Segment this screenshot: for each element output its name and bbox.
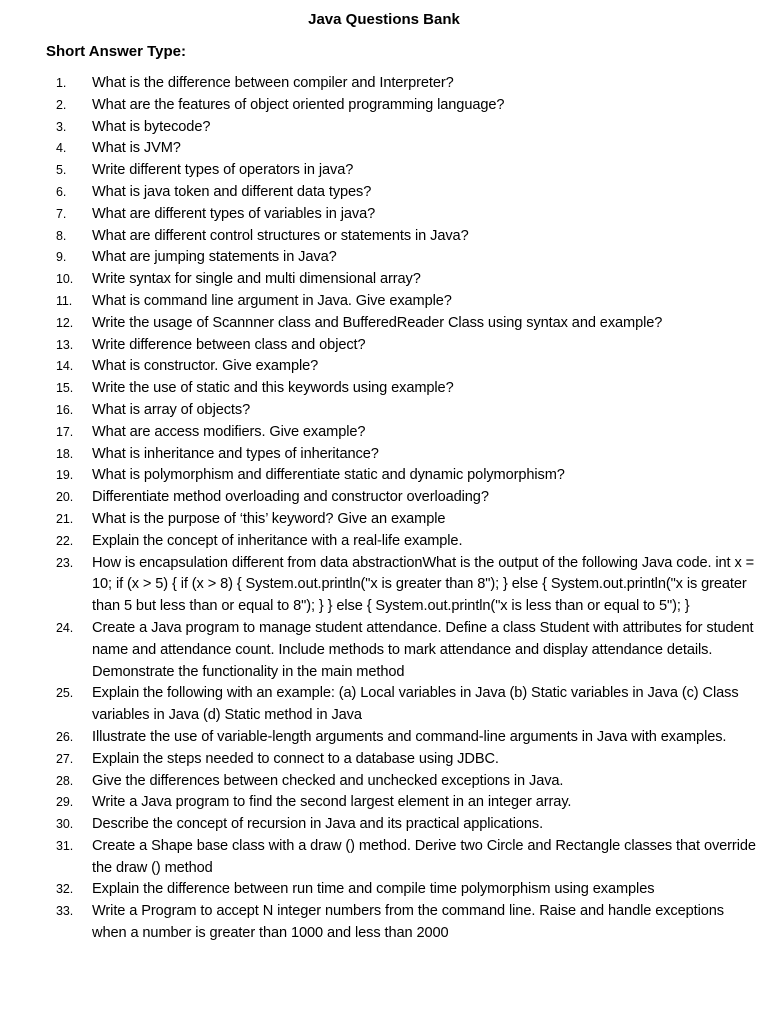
question-text: Write the use of static and this keywords using example?	[92, 380, 454, 397]
question-number: 29.	[56, 795, 74, 810]
question-text: Write syntax for single and multi dimensional array?	[92, 271, 421, 288]
question-number: 6.	[56, 184, 67, 199]
question-text: What is polymorphism and differentiate static and dynamic polymorphism?	[92, 467, 565, 484]
question-item	[0, 531, 768, 553]
question-number: 5.	[56, 163, 67, 178]
question-number: 14.	[56, 359, 74, 374]
question-number: 16.	[56, 402, 74, 417]
question-item	[0, 879, 768, 901]
question-number: 23.	[56, 555, 74, 570]
question-number: 25.	[56, 686, 74, 701]
question-item	[0, 400, 768, 422]
question-item	[0, 683, 768, 727]
question-number: 17.	[56, 424, 74, 439]
question-item	[0, 553, 768, 618]
question-number: 1.	[56, 76, 67, 90]
question-text: Write a Java program to find the second largest element in an integer array.	[92, 794, 572, 811]
question-number: 30.	[56, 817, 74, 832]
section-heading: Short Answer Type:	[46, 43, 187, 60]
question-text: Write different types of operators in java?	[92, 162, 354, 179]
question-item	[0, 444, 768, 466]
question-text: How is encapsulation different from data abstractionWhat is the output of the following Java code. int x = 10; if (x > 5) { if (x > 8) { System.out.println("x is greater than 8"); } else { System.out.println("x is greater than 5 but less than or equal to 8"); } } else { System.out.println("x is less than or equal to 5"); }	[92, 554, 755, 615]
question-item	[0, 204, 768, 226]
question-text: What are the features of object oriented programming language?	[92, 96, 505, 113]
question-text: What is constructor. Give example?	[92, 358, 319, 375]
question-item	[0, 356, 768, 378]
question-item	[0, 313, 768, 335]
question-text: Explain the difference between run time and compile time polymorphism using examples	[92, 881, 655, 898]
question-text: Write the usage of Scannner class and BufferedReader Class using syntax and example?	[92, 314, 663, 331]
question-text: What is bytecode?	[92, 118, 211, 135]
question-item	[0, 117, 768, 139]
question-number: 22.	[56, 533, 74, 548]
question-list	[0, 73, 768, 945]
question-item	[0, 378, 768, 400]
question-number: 7.	[56, 206, 67, 221]
question-item	[0, 247, 768, 269]
question-number: 28.	[56, 773, 74, 788]
question-item	[0, 618, 768, 683]
question-item	[0, 814, 768, 836]
question-text: What are access modifiers. Give example?	[92, 423, 366, 440]
question-number: 33.	[56, 904, 74, 919]
question-text: Write a Program to accept N integer numbers from the command line. Raise and handle exceptions when a number is greater than 1000 and less than 2000	[92, 903, 724, 942]
question-number: 10.	[56, 272, 74, 287]
question-number: 8.	[56, 228, 67, 243]
question-item	[0, 901, 768, 945]
question-item	[0, 792, 768, 814]
question-text: What is the purpose of ‘this’ keyword? Give an example	[92, 510, 446, 527]
question-text: Give the differences between checked and unchecked exceptions in Java.	[92, 772, 564, 789]
question-item	[0, 73, 768, 95]
question-number: 2.	[56, 97, 67, 112]
question-item	[0, 138, 768, 160]
question-text: What is inheritance and types of inheritance?	[92, 445, 379, 462]
question-number: 32.	[56, 882, 74, 897]
question-item	[0, 749, 768, 771]
question-item	[0, 509, 768, 531]
question-item	[0, 160, 768, 182]
question-number: 26.	[56, 729, 74, 744]
question-text: Explain the concept of inheritance with a real-life example.	[92, 532, 463, 549]
question-item	[0, 226, 768, 248]
question-text: What are different control structures or statements in Java?	[92, 227, 469, 244]
question-number: 20.	[56, 490, 74, 505]
question-number: 12.	[56, 315, 74, 330]
question-item	[0, 182, 768, 204]
question-number: 21.	[56, 511, 74, 526]
question-item	[0, 269, 768, 291]
question-text: What are jumping statements in Java?	[92, 249, 337, 266]
question-text: What is array of objects?	[92, 401, 251, 418]
question-item	[0, 291, 768, 313]
question-text: What is the difference between compiler and Interpreter?	[92, 75, 454, 91]
question-item	[0, 771, 768, 793]
question-text: Explain the following with an example: (a) Local variables in Java (b) Static variables in Java (c) Class variables in Java (d) Static method in Java	[92, 685, 739, 724]
question-number: 31.	[56, 838, 74, 853]
question-item	[0, 422, 768, 444]
question-item	[0, 836, 768, 880]
question-text: Differentiate method overloading and constructor overloading?	[92, 489, 489, 506]
question-text: Explain the steps needed to connect to a database using JDBC.	[92, 750, 499, 767]
question-text: What is java token and different data types?	[92, 183, 372, 200]
question-number: 18.	[56, 446, 74, 461]
question-text: Create a Java program to manage student attendance. Define a class Student with attributes for student name and attendance count. Include methods to mark attendance and display attendance details. Demonstrate the functionality in the main method	[92, 619, 754, 680]
question-item	[0, 727, 768, 749]
question-number: 27.	[56, 751, 74, 766]
question-text: What is command line argument in Java. Give example?	[92, 292, 452, 309]
question-text: Illustrate the use of variable-length arguments and command-line arguments in Java with examples.	[92, 728, 727, 745]
question-item	[0, 335, 768, 357]
question-number: 3.	[56, 119, 67, 134]
question-number: 13.	[56, 337, 74, 352]
question-number: 4.	[56, 141, 67, 156]
question-text: Describe the concept of recursion in Java and its practical applications.	[92, 816, 544, 833]
document-title: Java Questions Bank	[308, 11, 460, 28]
question-number: 15.	[56, 381, 74, 396]
question-item	[0, 465, 768, 487]
question-item	[0, 487, 768, 509]
question-number: 9.	[56, 250, 67, 265]
question-text: Create a Shape base class with a draw () method. Derive two Circle and Rectangle classes that override the draw () method	[92, 837, 756, 876]
question-number: 11.	[56, 293, 73, 308]
question-text: Write difference between class and object?	[92, 336, 366, 353]
question-item	[0, 95, 768, 117]
question-text: What are different types of variables in java?	[92, 205, 376, 222]
question-text: What is JVM?	[92, 140, 181, 157]
question-number: 19.	[56, 468, 74, 483]
question-number: 24.	[56, 620, 74, 635]
